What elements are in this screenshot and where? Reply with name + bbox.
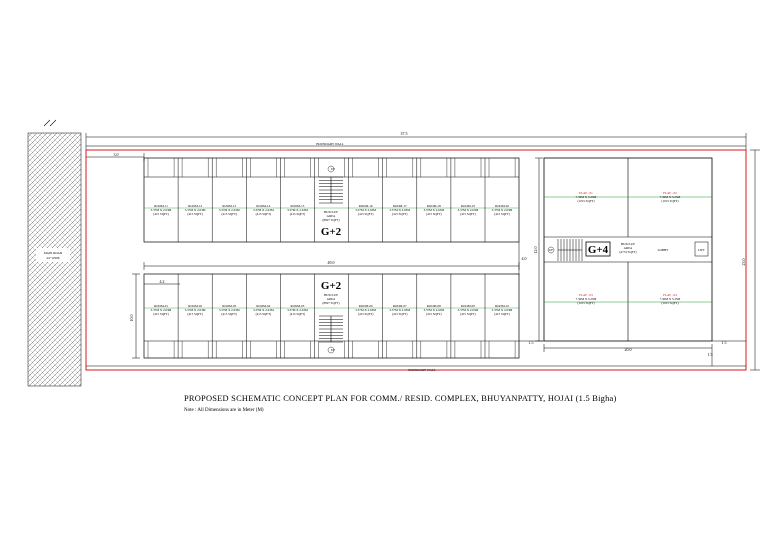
top-room-area: (415 SQFT) — [221, 212, 237, 216]
shop-block-top — [144, 158, 519, 242]
residential-block — [544, 158, 712, 341]
dim-right-setback: 1.5 — [721, 340, 727, 345]
bottom-room-area: (415 SQFT) — [221, 312, 237, 316]
boundary-wall-top-label: BOUNDARY WALL — [316, 142, 344, 146]
dimension-note: Note : All Dimensions are in Meter (M) — [184, 408, 264, 413]
bottom-room-name: ROOM-02 — [188, 304, 203, 308]
bottom-room-dims: 3.37M X 2.63M — [355, 308, 377, 312]
bottom-room-name: ROOM-09 — [461, 304, 475, 308]
dim-inner-width: 1.5 — [528, 340, 534, 345]
top-room-area: (415 SQFT) — [289, 212, 306, 216]
top-room-name: ROOM-17 — [392, 204, 407, 208]
dim-setback-left: 3.0 — [113, 152, 119, 157]
bottom-room-dims: 3.37M X 2.63M — [150, 308, 172, 312]
bottom-room-area: (415 SQFT) — [153, 312, 169, 316]
bottom-room-dims: 3.37M X 2.63M — [252, 308, 274, 312]
stair-up-label-bottom: UP — [330, 348, 336, 352]
main-road-label: MAIN ROAD — [43, 251, 63, 255]
flat-area: (1015 SQFT) — [661, 199, 679, 203]
staircase-top — [319, 166, 343, 203]
dim-front-block: 4.2 — [159, 279, 165, 284]
bottom-room-area: (415 SQFT) — [255, 312, 272, 316]
bottom-room-area: (415 SQFT) — [494, 312, 510, 316]
staircase-bottom — [319, 316, 343, 353]
top-room-name: ROOM-12 — [188, 204, 203, 208]
bottom-room-area: (415 SQFT) — [392, 312, 408, 316]
bottom-room-area: (415 SQFT) — [460, 312, 476, 316]
bottom-room-area: (415 SQFT) — [426, 312, 442, 316]
lift-label: LIFT — [698, 248, 705, 252]
top-room-area: (415 SQFT) — [357, 212, 374, 216]
top-room-dims: 3.37M X 2.63M — [491, 208, 513, 212]
builtup-label-bottom: BUILT-UP — [324, 293, 338, 297]
bottom-room-dims: 3.37M X 2.63M — [423, 308, 445, 312]
dim-block-depth: 10.0 — [129, 314, 134, 322]
bottom-room-name: ROOM-03 — [222, 304, 237, 308]
top-room-name: ROOM-15 — [290, 204, 305, 208]
lobby-label: LOBBY — [657, 248, 669, 252]
dim-right-depth: 12.0 — [533, 246, 538, 254]
top-room-area: (415 SQFT) — [460, 212, 476, 216]
top-room-name: ROOM-20 — [495, 204, 509, 208]
top-room-dims: 3.37M X 2.63M — [184, 208, 206, 212]
top-room-dims: 3.37M X 2.63M — [389, 208, 411, 212]
top-room-dims: 3.37M X 2.63M — [252, 208, 274, 212]
builtup-area-label-bottom: AREA — [326, 297, 336, 301]
flat-dims: 7.30M X 3.25M — [575, 195, 597, 199]
flat-area: (1015 SQFT) — [577, 301, 595, 305]
bottom-room-area: (415 SQFT) — [187, 312, 203, 316]
top-room-name: ROOM-14 — [256, 204, 271, 208]
builtup-label-top: BUILT-UP — [324, 210, 338, 214]
shop-block-bottom — [144, 274, 519, 358]
bottom-room-name: ROOM-10 — [495, 304, 509, 308]
block-gap-dimension — [132, 242, 519, 358]
builtup-sqft-residential: (4774 SQFT) — [619, 250, 637, 254]
flat-dims: 7.30M X 3.25M — [659, 195, 681, 199]
floors-label-bottom: G+2 — [320, 280, 342, 292]
flat-name: FLAT - 03 — [579, 293, 593, 297]
bottom-room-name: ROOM-05 — [290, 304, 305, 308]
dim-gap: 4.0 — [521, 256, 527, 261]
residential-staircase — [558, 239, 582, 261]
top-room-dims: 3.37M X 2.63M — [150, 208, 172, 212]
top-room-area: (415 SQFT) — [392, 212, 408, 216]
flat-area: (1015 SQFT) — [577, 199, 595, 203]
plot-boundary — [86, 146, 746, 370]
top-room-area: (415 SQFT) — [426, 212, 442, 216]
bottom-room-area: (415 SQFT) — [289, 312, 306, 316]
top-room-dims: 3.37M X 2.63M — [287, 208, 308, 212]
builtup-area-label-top: AREA — [326, 214, 336, 218]
bottom-room-name: ROOM-06 — [358, 304, 373, 308]
bottom-room-name: ROOM-07 — [392, 304, 407, 308]
bottom-room-name: ROOM-04 — [256, 304, 271, 308]
bottom-room-dims: 3.37M X 2.63M — [457, 308, 479, 312]
builtup-sqft-top: (8827 SQFT) — [322, 218, 340, 222]
builtup-sqft-bottom: (8827 SQFT) — [322, 301, 340, 305]
dim-block-length: 49.0 — [327, 260, 335, 265]
dim-bottom-setback: 1.5 — [707, 352, 713, 357]
top-room-area: (415 SQFT) — [255, 212, 272, 216]
bottom-room-dims: 3.37M X 2.63M — [287, 308, 308, 312]
dim-total-width: 37.5 — [400, 131, 408, 136]
bottom-room-dims: 3.37M X 2.63M — [491, 308, 513, 312]
top-room-area: (415 SQFT) — [153, 212, 169, 216]
top-room-name: ROOM-11 — [154, 204, 168, 208]
flat-dims: 7.30M X 3.25M — [575, 297, 597, 301]
floors-label-residential: G+4 — [587, 244, 609, 256]
floors-label-top: G+2 — [320, 226, 342, 238]
stair-up-label-top: UP — [330, 167, 336, 171]
main-road — [28, 120, 81, 386]
top-room-area: (415 SQFT) — [494, 212, 510, 216]
top-room-name: ROOM-18 — [426, 204, 441, 208]
flat-area: (1015 SQFT) — [661, 301, 679, 305]
boundary-wall-bottom-label: BOUNDARY WALL — [408, 368, 436, 372]
top-room-area: (415 SQFT) — [187, 212, 203, 216]
top-room-name: ROOM-19 — [461, 204, 475, 208]
bottom-room-dims: 3.37M X 2.63M — [184, 308, 206, 312]
stair-up-label-residential: UP — [548, 248, 554, 252]
builtup-area-label-residential: AREA — [623, 246, 633, 250]
top-room-dims: 3.37M X 2.63M — [423, 208, 445, 212]
top-room-dims: 3.37M X 2.63M — [218, 208, 240, 212]
flat-name: FLAT - 04 — [663, 293, 677, 297]
bottom-room-dims: 3.37M X 2.63M — [218, 308, 240, 312]
bottom-room-dims: 3.37M X 2.63M — [389, 308, 411, 312]
dim-total-height: 23.0 — [741, 258, 746, 266]
flat-name: FLAT - 01 — [579, 191, 593, 195]
bottom-room-area: (415 SQFT) — [357, 312, 374, 316]
dim-right-width: 20.0 — [624, 347, 632, 352]
flat-name: FLAT - 02 — [663, 191, 677, 195]
builtup-label-residential: BUILT-UP — [621, 242, 635, 246]
top-room-name: ROOM-16 — [358, 204, 373, 208]
flat-dims: 7.30M X 3.25M — [659, 297, 681, 301]
top-room-name: ROOM-13 — [222, 204, 237, 208]
drawing-title: PROPOSED SCHEMATIC CONCEPT PLAN FOR COMM./ RESID. COMPLEX, BHUYANPATTY, HOJAI (1.5 Bigha) — [184, 394, 617, 403]
bottom-room-name: ROOM-08 — [426, 304, 441, 308]
main-road-width-label: 4.0' WIDE — [46, 256, 60, 260]
top-room-dims: 3.37M X 2.63M — [355, 208, 377, 212]
top-room-dims: 3.37M X 2.63M — [457, 208, 479, 212]
bottom-room-name: ROOM-01 — [154, 304, 168, 308]
